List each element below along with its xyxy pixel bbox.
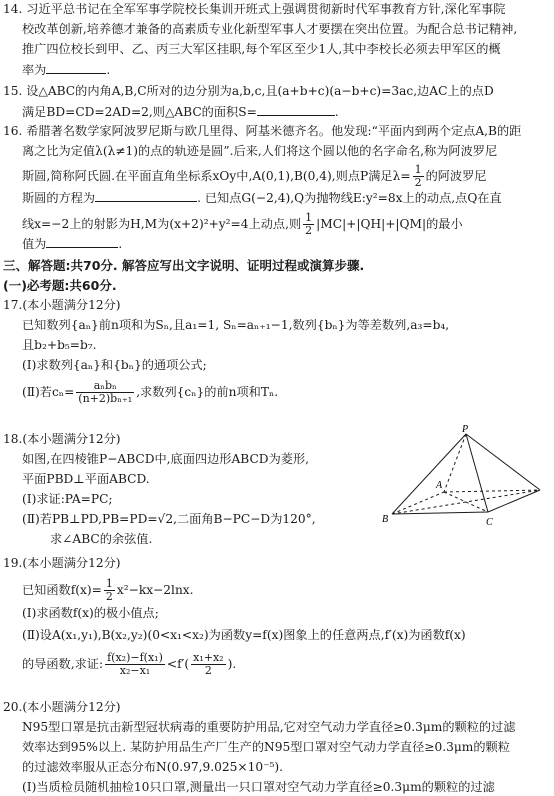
edge-AD [444,490,540,492]
edge-PA [444,434,466,492]
fraction-denominator: 2 [204,664,212,677]
q15-answer-suffix: . [334,105,339,119]
q14-answer-prefix: 率为 [22,63,47,77]
edge-AB [392,492,444,514]
q17-part-2 [22,380,278,405]
q16-line-4 [22,190,502,206]
q14-line-1: 14. 习近平总书记在全军军事学院校长集训开班式上强调贯彻新时代军事教育方针,深化军事院 [3,2,506,16]
section-3-title: 三、解答题:共70分. 解答应写出文字说明、证明过程或演算步骤. [3,258,365,273]
label-C: C [486,517,493,528]
q19-heading: 19.(本小题满分12分) [3,556,121,570]
fraction-denominator: 2 [305,224,313,237]
q16-line-3 [22,164,487,189]
q17-part-1: (Ⅰ)求数列{aₙ}和{bₙ}的通项公式; [22,358,207,372]
q16-line-5 [22,212,463,237]
label-A: A [436,480,443,491]
q16-lambda-fraction [413,164,424,189]
q15-line-2 [22,104,339,120]
fraction-denominator: (n+2)bₙ₊₁ [78,392,133,405]
fraction-denominator: x₂−x₁ [119,664,151,677]
fraction-denominator: 2 [414,176,422,189]
q19-line-1 [22,578,194,603]
q19-part-2: (Ⅱ)设A(x₁,y₁),B(x₂,y₂)(0<x₁<x₂)为函数y=f(x)图象上的任意两点,f′(x)为函数f(x) [22,628,466,642]
fraction-numerator: x₁+x₂ [193,651,224,664]
q15-line-1: 15. 设△ABC的内角A,B,C所对的边分别为a,b,c,且(a+b+c)(a−b+c)=3ac,边AC上的点D [3,84,494,98]
q14-line-2: 校改革创新,培养德才兼备的高素质专业化新型军事人才要摆在突出位置。为配合总书记精神, [22,22,518,36]
q16-l6-prefix: 值为 [22,237,47,251]
q18-line-1: 如图,在四棱锥P−ABCD中,底面四边形ABCD为菱形, [22,452,310,466]
fraction-numerator: 1 [414,163,422,176]
q20-line-2: 效率达到95%以上. 某防护用品生产厂生产的N95型口罩对空气动力学直径≥0.3μm的颗粒 [22,740,510,754]
q19-slope-fraction [105,652,165,677]
q19-p2b-mid: <f′( [166,657,190,671]
q19-l1-prefix: 已知函数f(x)= [22,583,102,597]
q15-answer-prefix: 满足BD=CD=2AD=2,则△ABC的面积S= [22,105,257,119]
q14-answer-blank [46,62,106,74]
edge-PB [392,434,466,514]
q17-p2-suffix: ,求数列{cₙ}的前n项和Tₙ. [136,385,279,399]
q19-p2b-prefix: 的导函数,求证: [22,657,104,671]
q18-part-2: (Ⅱ)若PB⊥PD,PB=PD=√2,二面角B−PC−D为120°, [22,512,316,526]
q20-line-4: (Ⅰ)当质检员随机抽检10只口罩,测量出一只口罩对空气动力学直径≥0.3μm的颗粒的过滤 [22,780,495,794]
label-P: P [462,424,469,435]
q19-part-2-cont [22,652,236,677]
q17-line-1: 已知数列{aₙ}前n项和为Sₙ,且a₁=1, Sₙ=aₙ₊₁−1,数列{bₙ}为等差数列,a₃=b₄, [22,318,450,332]
q19-part-1: (Ⅰ)求函数f(x)的极小值点; [22,606,159,620]
q19-half-fraction [104,578,115,603]
q16-l3-suffix: 的阿波罗尼 [425,169,487,183]
q18-part-1: (Ⅰ)求证:PA=PC; [22,492,113,506]
q19-midpoint-fraction [191,652,225,677]
q16-l5-suffix: |MC|+|QH|+|QM|的最小 [316,217,463,231]
q18-line-2: 平面PBD⊥平面ABCD. [22,472,150,486]
section-3-subtitle: (一)必考题:共60分. [3,278,117,293]
q14-answer-suffix: . [106,63,111,77]
fraction-numerator: aₙbₙ [76,380,134,393]
q17-p2-prefix: (Ⅱ)若cₙ= [22,385,75,399]
q14-line-3: 推广四位校长到甲、乙、丙三大军区挂职,每个军区至少1人,其中李校长必须去甲军区的概 [22,42,501,56]
edge-CD [488,490,540,512]
q16-line-1: 16. 希腊著名数学家阿波罗尼斯与欧几里得、阿基米德齐名。他发现:“平面内到两个定点A,B的距 [3,124,522,138]
q17-line-2: 且b₂+b₅=b₇. [22,338,97,352]
q20-line-1: N95型口罩是抗击新型冠状病毒的重要防护用品,它对空气动力学直径≥0.3μm的颗粒的过滤 [22,720,516,734]
pyramid-figure [380,422,550,532]
q15-answer-blank [257,104,335,116]
q16-min-answer-blank [46,236,118,248]
q18-heading: 18.(本小题满分12分) [3,432,121,446]
q16-circle-answer-blank [95,190,197,202]
q17-heading: 17.(本小题满分12分) [3,298,121,312]
q16-line-6 [22,236,122,252]
q16-line-2: 离之比为定值λ(λ≠1)的点的轨迹是圆”.后来,人们将这个圆以他的名字命名,称为阿波罗尼 [22,144,498,158]
q18-part-2-cont: 求∠ABC的余弦值. [50,532,153,546]
q17-cn-fraction [76,380,134,405]
q16-l3-prefix: 斯圆,简称阿氏圆.在平面直角坐标系xOy中,A(0,1),B(0,4),则点P满足λ= [22,169,411,183]
q14-line-4 [22,62,110,78]
q19-p2b-suffix: ). [227,657,237,671]
fraction-numerator: 1 [305,211,313,224]
q16-l6-suffix: . [118,237,123,251]
edge-BC [392,512,488,514]
diagonal-BD [392,490,540,514]
q20-line-3: 的过滤效率服从正态分布N(0.97,9.025×10⁻⁵). [22,760,284,774]
q19-l1-suffix: x²−kx−2lnx. [116,583,194,597]
fraction-numerator: f(x₂)−f(x₁) [107,651,163,664]
q16-l4-prefix: 斯圆的方程为 [22,191,96,205]
label-B: B [382,514,389,525]
q20-heading: 20.(本小题满分12分) [3,700,121,714]
q16-l5-prefix: 线x=−2上的射影为H,M为(x+2)²+y²=4上动点,则 [22,217,302,231]
fraction-numerator: 1 [105,577,113,590]
fraction-denominator: 2 [105,590,113,603]
edge-PD [466,434,540,490]
q16-half-fraction [303,212,314,237]
q16-l4-suffix: . 已知点G(−2,4),Q为抛物线E:y²=8x上的动点,点Q在直 [197,191,502,205]
